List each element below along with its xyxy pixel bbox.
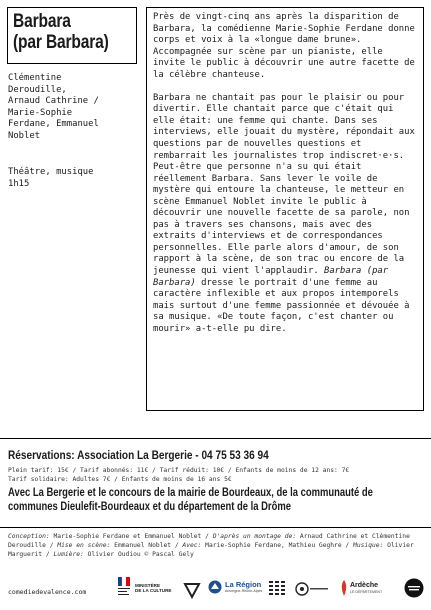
- credit-label: Lumière:: [53, 551, 84, 558]
- credit-label: Mise en scène:: [57, 542, 111, 549]
- show-title-line1: Barbara: [13, 11, 71, 32]
- ministere-label: MINISTÈRE: [135, 583, 161, 588]
- partners-line: Avec La Bergerie et le concours de la mairie de Bourdeaux, de la communauté de: [8, 487, 373, 499]
- region-logo: [208, 580, 262, 594]
- ardeche-label: Ardèche: [350, 582, 379, 589]
- credit-line: Clémentine: [8, 73, 62, 83]
- description-italic-title: Barbara (par Barbara): [153, 265, 389, 288]
- credit-value: Marie-Sophie Ferdane et Emmanuel Noblet /: [49, 533, 213, 540]
- reservations-heading: Réservations: Association La Bergerie - 04 75 53 36 94: [8, 448, 269, 462]
- grid-partner-logo: [268, 579, 286, 599]
- round-partner-icon: [404, 578, 424, 598]
- credit-line: Deroudille,: [8, 84, 67, 95]
- show-credits: [8, 73, 138, 143]
- credit-label: Musique:: [353, 542, 384, 549]
- credit-value: Marie-Sophie Ferdane, Mathieu Geghre /: [201, 542, 354, 549]
- genre-label: Théâtre, musique: [8, 167, 94, 177]
- partners-statement: [8, 487, 418, 514]
- show-genre: [8, 167, 138, 190]
- duration-label: 1h15: [8, 178, 30, 189]
- marianne-icon: [118, 577, 132, 599]
- credit-line: Ferdane, Emmanuel: [8, 119, 99, 130]
- circle-partner-logo: [294, 581, 330, 597]
- credit-line: Marie-Sophie: [8, 107, 73, 118]
- ministere-label: DE LA CULTURE: [135, 588, 172, 593]
- description-paragraph-1: Près de vingt-cinq ans après la disparition de Barbara, la comédienne Marie-Sophie Ferdane donne corps et voix à la «longue dame brune». Accompagnée sur scène par un pianiste, elle invite le public à découvrir une autre facette de la célèbre chanteuse.: [153, 12, 415, 80]
- drome-icon: [182, 580, 202, 600]
- region-sublabel: Auvergne-Rhône-Alpes: [225, 589, 263, 593]
- credit-value: Olivier Oudiou © Pascal Gely: [83, 551, 194, 558]
- round-partner-logo: [404, 578, 424, 598]
- credit-value: Arnaud Cathrine et Clémentine Deroudille /: [8, 533, 410, 549]
- credit-value: Emmanuel Noblet /: [110, 542, 183, 549]
- ardeche-icon: [340, 579, 348, 597]
- divider-top: [0, 438, 431, 439]
- description-text: Barbara ne chantait pas pour le plaisir ou pour divertir. Elle chantait parce que c'était qui elle était: une femme qui chante. Dans ses interviews, elle jouait du mystère, répondait aux questions par de nouvelles questions et rembarrait les journalistes trop indiscret·e·s. Peut-être que personne n'a su qui était réellement Barbara. Sans lever le voile de mystère qui entoure la chanteuse, le metteur en scène Emmanuel Noblet invite le public à découvrir une nouvelle facette de sa parole, non pas à travers ses chansons, mais avec des extraits d'interviews et de correspondances personnelles. Elle parle alors d'amour, de son rapport à la scène, de son trac ou encore de la jeunesse qui vient l'applaudir.: [153, 92, 415, 276]
- credit-line: Noblet: [8, 130, 41, 141]
- partner-logos: [0, 577, 431, 603]
- ardeche-sublabel: LE DÉPARTEMENT: [350, 590, 383, 594]
- ministere-culture-logo: [118, 577, 172, 599]
- divider-middle: [0, 527, 431, 528]
- tarifs: [8, 466, 428, 484]
- grid-partner-icon: [268, 579, 286, 599]
- tarifs-line: Plein tarif: 15€ / Tarif abonnés: 11€ / Tarif réduit: 10€ / Enfants de moins de 12 ans: 7€: [8, 467, 350, 474]
- region-label: La Région: [225, 580, 262, 589]
- credit-label: Avec:: [182, 542, 202, 549]
- description-paragraph-2: [153, 93, 417, 335]
- circle-partner-icon: [294, 581, 330, 597]
- credit-label: D'après un montage de:: [212, 533, 297, 540]
- show-title-line2: (par Barbara): [13, 32, 109, 53]
- partners-line: communes Dieulefit-Bourdeaux et du département de la Drôme: [8, 500, 291, 513]
- technical-credits: [8, 532, 424, 559]
- credit-value: Olivier Marguerit /: [8, 542, 414, 558]
- credit-label: Conception:: [8, 533, 50, 540]
- drome-logo: [182, 580, 202, 600]
- description-text: dresse le portrait d'une femme au caractère inflexible et aux propos intemporels mais surtout d'une femme passionnée et dévouée à sa musique. «De toute façon, c'est chanter ou mourir» a-t-elle pu dire.: [153, 277, 410, 334]
- website-link[interactable]: comediedevalence.com: [8, 588, 87, 596]
- description-box: [146, 7, 424, 411]
- tarifs-line: Tarif solidaire: Adultes 7€ / Enfants de moins de 16 ans 5€: [8, 476, 232, 483]
- region-icon: [208, 580, 222, 594]
- ardeche-logo: [340, 579, 382, 597]
- credit-line: Arnaud Cathrine /: [8, 96, 99, 107]
- title-box: [7, 7, 137, 64]
